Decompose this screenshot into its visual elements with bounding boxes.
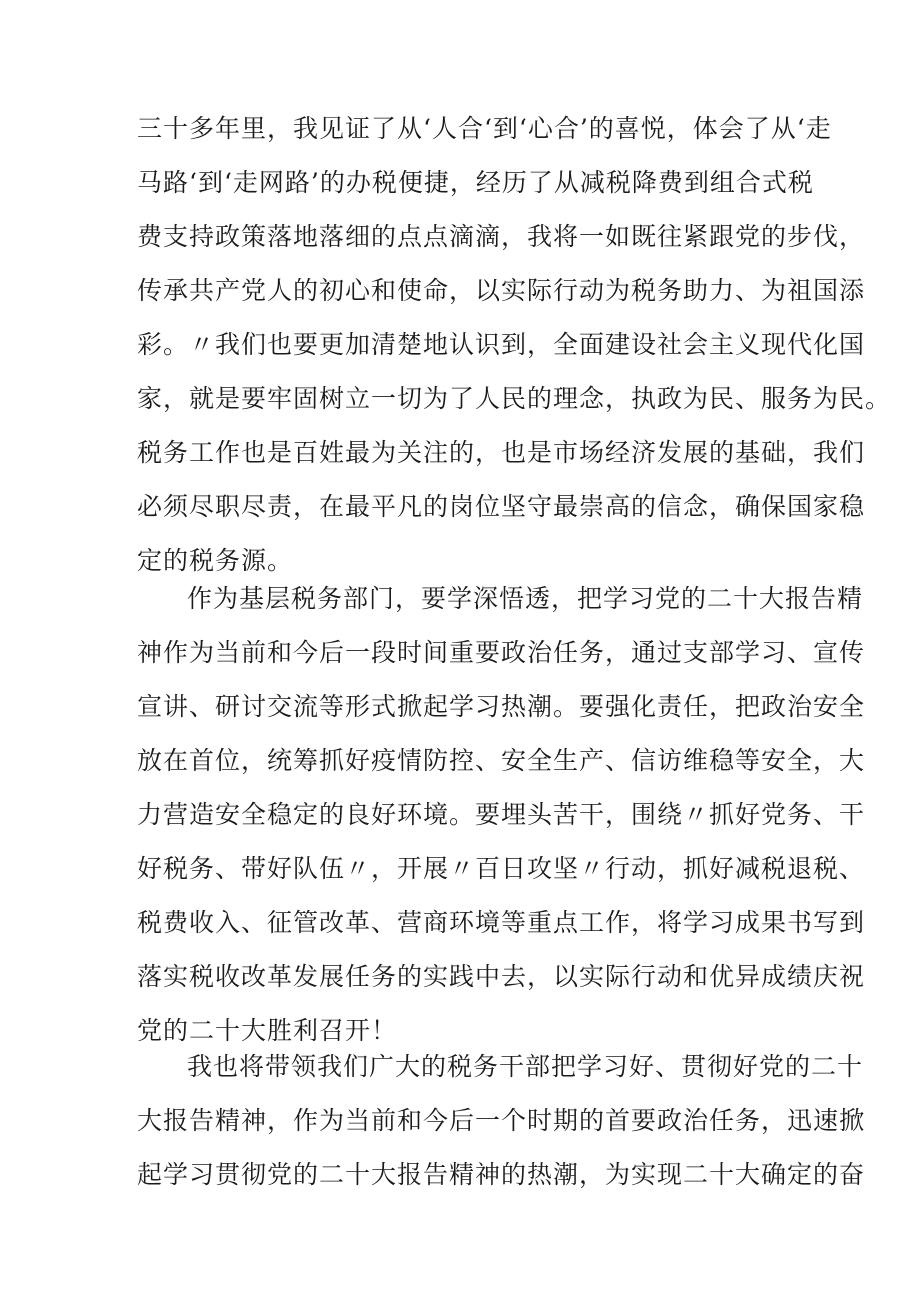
text-line: 必须尽职尽责，在最平凡的岗位坚守最崇高的信念，确保国家稳	[137, 492, 866, 521]
text-line: 宣讲、研讨交流等形式掀起学习热潮。要强化责任，把政治安全	[137, 692, 866, 721]
text-line: 定的税务源。	[137, 546, 294, 575]
text-line: 大报告精神，作为当前和今后一个时期的首要政治任务，迅速掀	[137, 1106, 866, 1135]
text-line: 好税务、带好队伍〃，开展〃百日攻坚〃行动，抓好减税退税、	[137, 854, 866, 883]
text-line: 马路‘到‘走网路’的办税便捷，经历了从减税降费到组合式税	[137, 168, 814, 197]
text-line: 税务工作也是百姓最为关注的，也是市场经济发展的基础，我们	[137, 438, 866, 467]
paragraph-3	[137, 1040, 866, 1202]
text-line: 传承共产党人的初心和使命，以实际行动为税务助力、为祖国添	[137, 276, 866, 305]
text-line: 神作为当前和今后一段时间重要政治任务，通过支部学习、宣传	[137, 638, 866, 667]
text-line: 费支持政策落地落细的点点滴滴，我将一如既往紧跟党的步伐，	[137, 222, 866, 251]
text-line: 三十多年里，我见证了从‘人合‘到‘心合’的喜悦，体会了从‘走	[137, 114, 832, 143]
text-line: 我也将带领我们广大的税务干部把学习好、贯彻好党的二十	[187, 1052, 864, 1081]
text-line: 落实税收改革发展任务的实践中去，以实际行动和优异成绩庆祝	[137, 962, 866, 991]
text-line: 家，就是要牢固树立一切为了人民的理念，执政为民、服务为民。	[137, 384, 892, 413]
paragraph-2	[137, 572, 866, 1058]
text-line: 税费收入、征管改革、营商环境等重点工作，将学习成果书写到	[137, 908, 866, 937]
paragraph-1	[137, 102, 892, 588]
text-line: 放在首位，统筹抓好疫情防控、安全生产、信访维稳等安全，大	[137, 746, 866, 775]
text-line: 党的二十大胜利召开！	[137, 1016, 398, 1045]
text-line: 力营造安全稳定的良好环境。要埋头苦干，围绕〃抓好党务、干	[137, 800, 866, 829]
text-line: 彩。〃我们也要更加清楚地认识到，全面建设社会主义现代化国	[137, 330, 866, 359]
text-line: 起学习贯彻党的二十大报告精神的热潮，为实现二十大确定的奋	[137, 1160, 866, 1189]
text-line: 作为基层税务部门，要学深悟透，把学习党的二十大报告精	[187, 584, 864, 613]
